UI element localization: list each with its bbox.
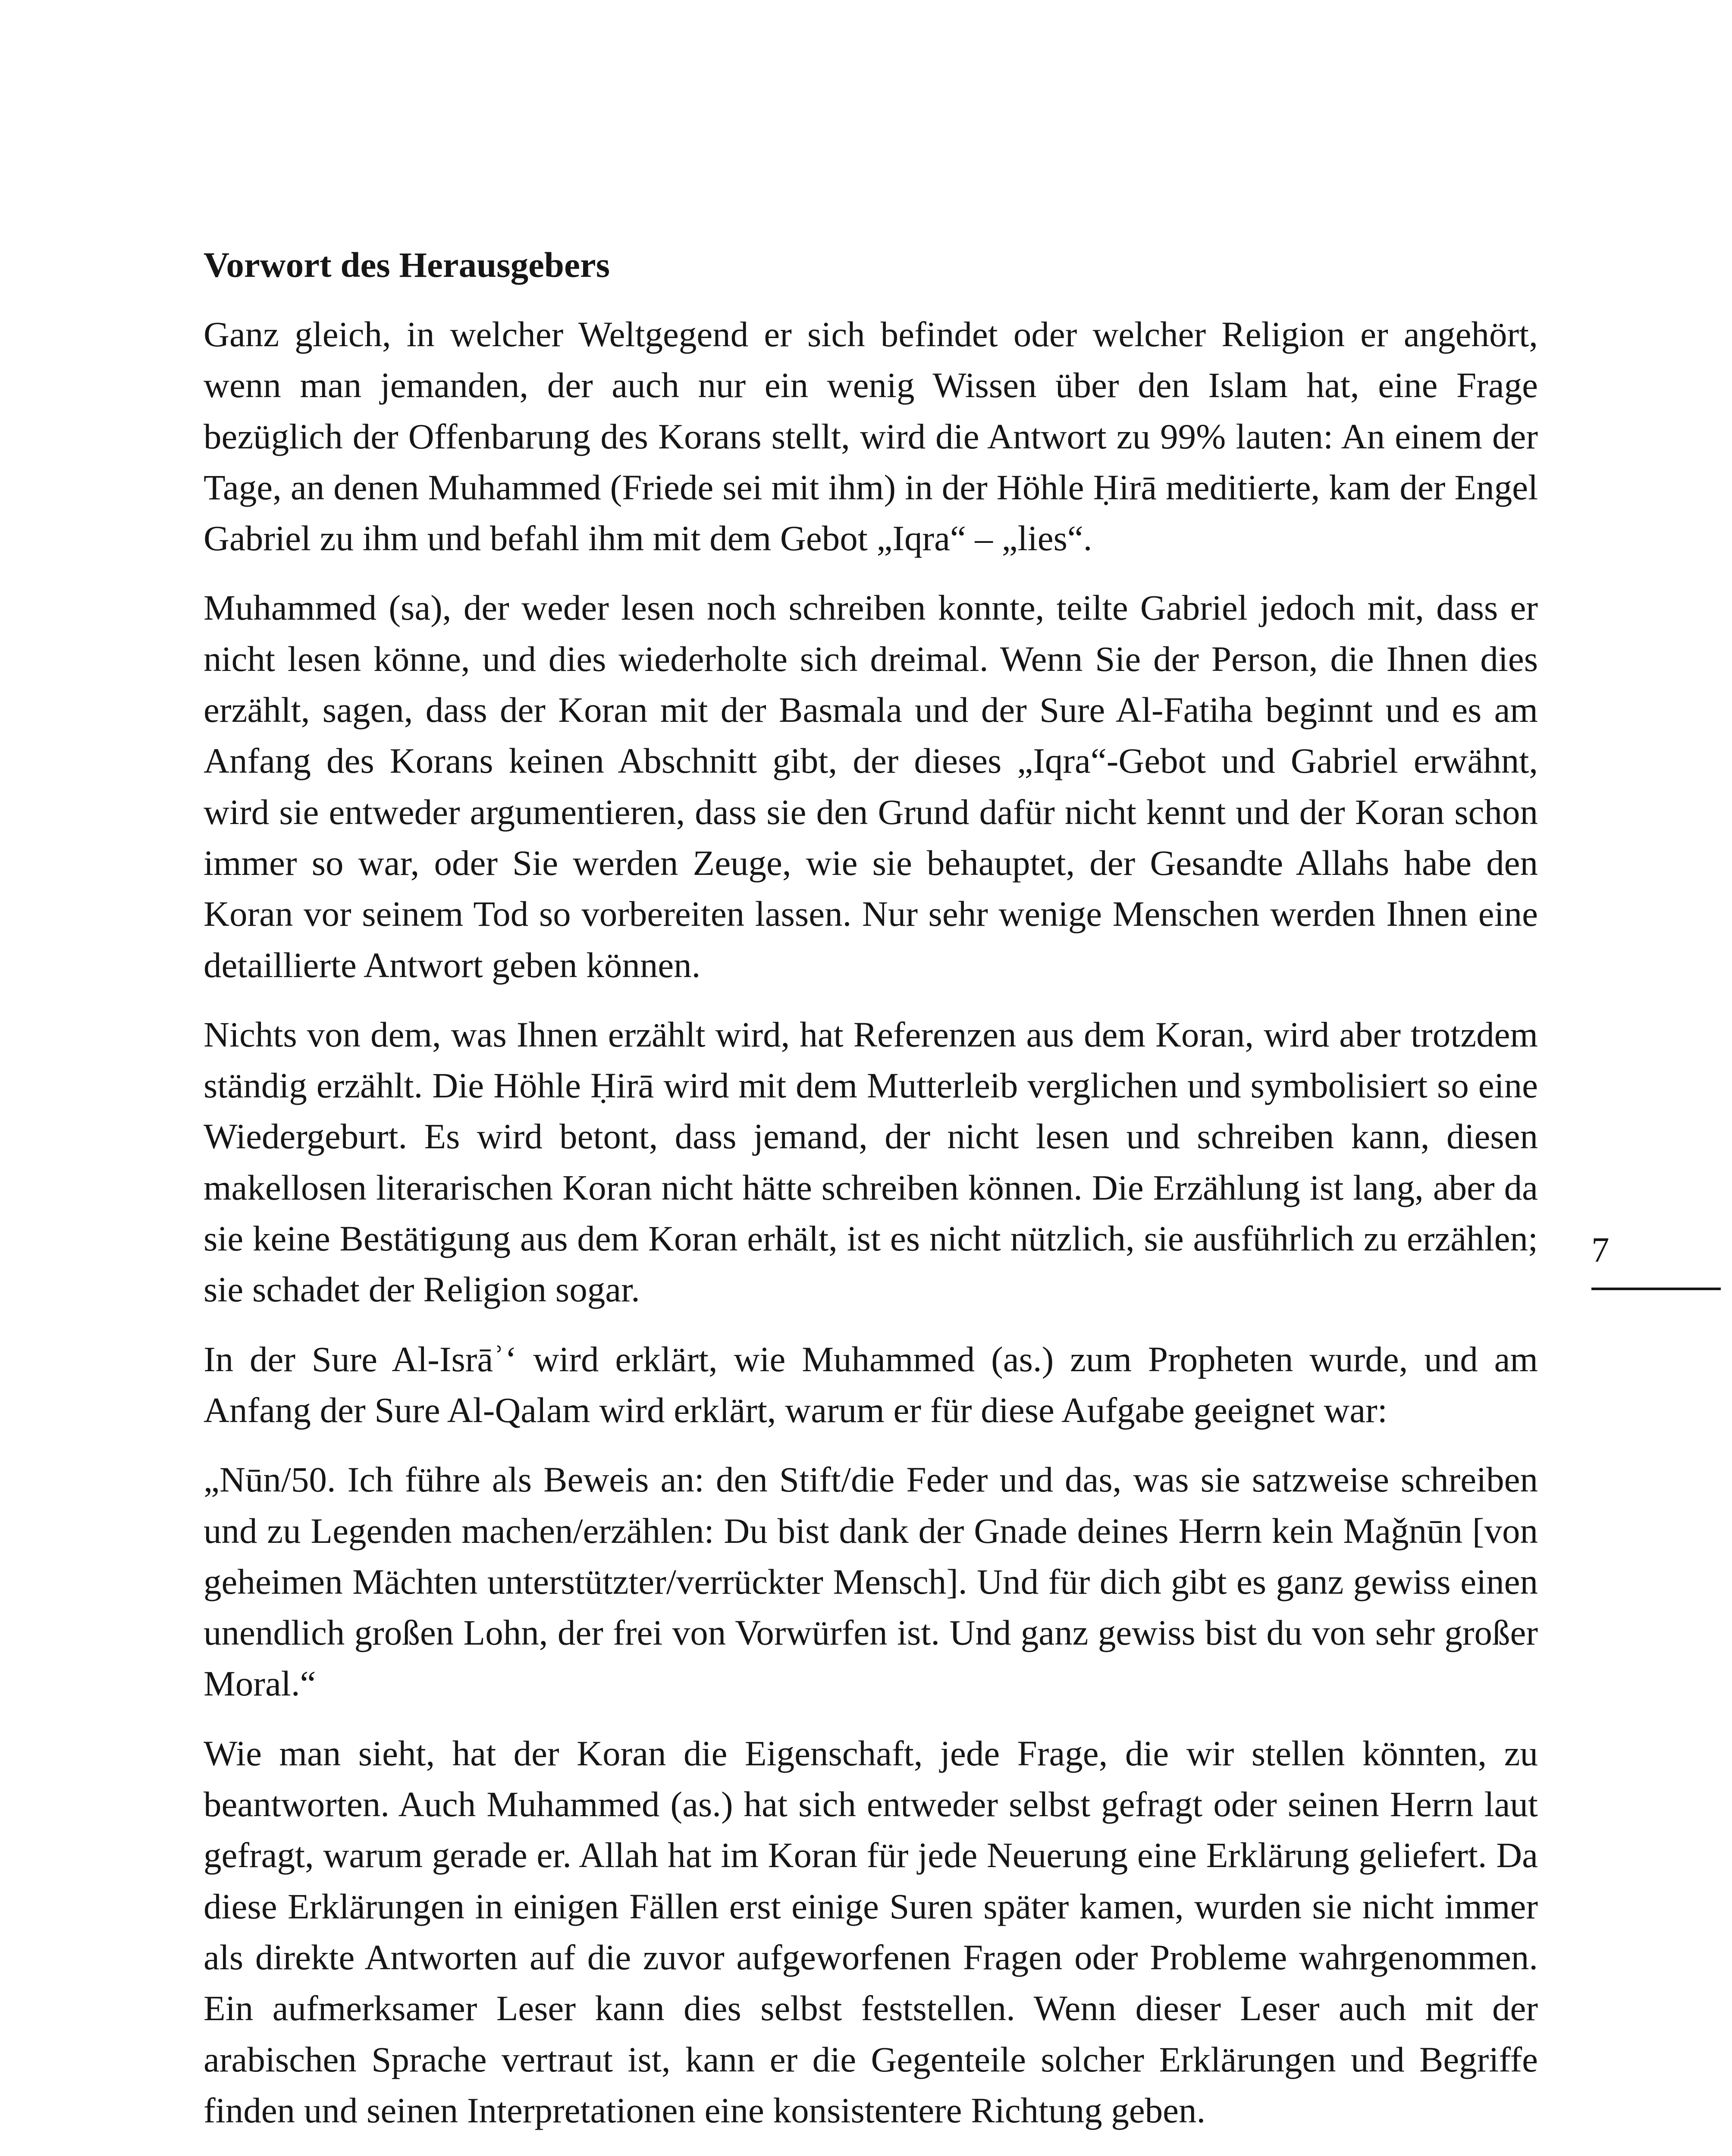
section-heading: Vorwort des Herausgebers [204, 245, 610, 285]
main-text-block [204, 239, 1538, 2136]
quotation-paragraph: „Nūn/50. Ich führe als Beweis an: den Stift/die Feder und das, was sie satzweise schreiben und zu Legenden machen/erzählen: Du bist dank der Gnade deines Herrn kein Maǧnūn [von geheimen Mächten unterstützter/verrückter Mensch]. Und für dich gibt es ganz gewiss einen unendlich großen Lohn, der frei von Vorwürfen ist. Und ganz gewiss bist du von sehr großer Moral.“ [204, 1460, 1538, 1704]
paragraph-1: Ganz gleich, in welcher Weltgegend er sich befindet oder welcher Religion er angehört, wenn man jemanden, der auch nur ein wenig Wissen über den Islam hat, eine Frage bezüglich der Offenbarung des Korans stellt, wird die Antwort zu 99% lauten: An einem der Tage, an denen Muhammed (Friede sei mit ihm) in der Höhle Ḥirā meditierte, kam der Engel Gabriel zu ihm und befahl ihm mit dem Gebot „Iqra“ – „lies“. [204, 314, 1538, 558]
page-number-rule [1591, 1288, 1721, 1290]
paragraph-3: Nichts von dem, was Ihnen erzählt wird, hat Referenzen aus dem Koran, wird aber trotzdem ständig erzählt. Die Höhle Ḥirā wird mit dem Mutterleib verglichen und symbolisiert so eine Wiedergeburt. Es wird betont, dass jemand, der nicht lesen und schreiben kann, diesen makellosen literarischen Koran nicht hätte schreiben können. Die Erzählung ist lang, aber da sie keine Bestätigung aus dem Koran erhält, ist es nicht nützlich, sie ausführlich zu erzählen; sie schadet der Religion sogar. [204, 1014, 1538, 1310]
page-number: 7 [1591, 1230, 1610, 1269]
paragraph-6: Wie man sieht, hat der Koran die Eigenschaft, jede Frage, die wir stellen könnten, zu beantworten. Auch Muhammed (as.) hat sich entweder selbst gefragt oder seinen Herrn laut gefragt, warum gerade er. Allah hat im Koran für jede Neuerung eine Erklärung geliefert. Da diese Erklärungen in einigen Fällen erst einige Suren später kamen, wurden sie nicht immer als direkte Antworten auf die zuvor aufgeworfenen Fragen oder Probleme wahrgenommen. Ein aufmerksamer Leser kann dies selbst feststellen. Wenn dieser Leser auch mit der arabischen Sprache vertraut ist, kann er die Gegenteile solcher Erklärungen und Begriffe finden und seinen Interpretationen eine konsistentere Richtung geben. [204, 1733, 1538, 2130]
paragraph-2: Muhammed (sa), der weder lesen noch schreiben konnte, teilte Gabriel jedoch mit, dass er nicht lesen könne, und dies wiederholte sich dreimal. Wenn Sie der Person, die Ihnen dies erzählt, sagen, dass der Koran mit der Basmala und der Sure Al-Fatiha beginnt und es am Anfang des Korans keinen Abschnitt gibt, der dieses „Iqra“-Gebot und Gabriel erwähnt, wird sie entweder argumentieren, dass sie den Grund dafür nicht kennt und der Koran schon immer so war, oder Sie werden Zeuge, wie sie behauptet, der Gesandte Allahs habe den Koran vor seinem Tod so vorbereiten lassen. Nur sehr wenige Menschen werden Ihnen eine detaillierte Antwort geben können. [204, 588, 1538, 985]
paragraph-4: In der Sure Al-Isrāʾ‘ wird erklärt, wie Muhammed (as.) zum Propheten wurde, und am Anfang der Sure Al-Qalam wird erklärt, warum er für diese Aufgabe geeignet war: [204, 1339, 1538, 1430]
